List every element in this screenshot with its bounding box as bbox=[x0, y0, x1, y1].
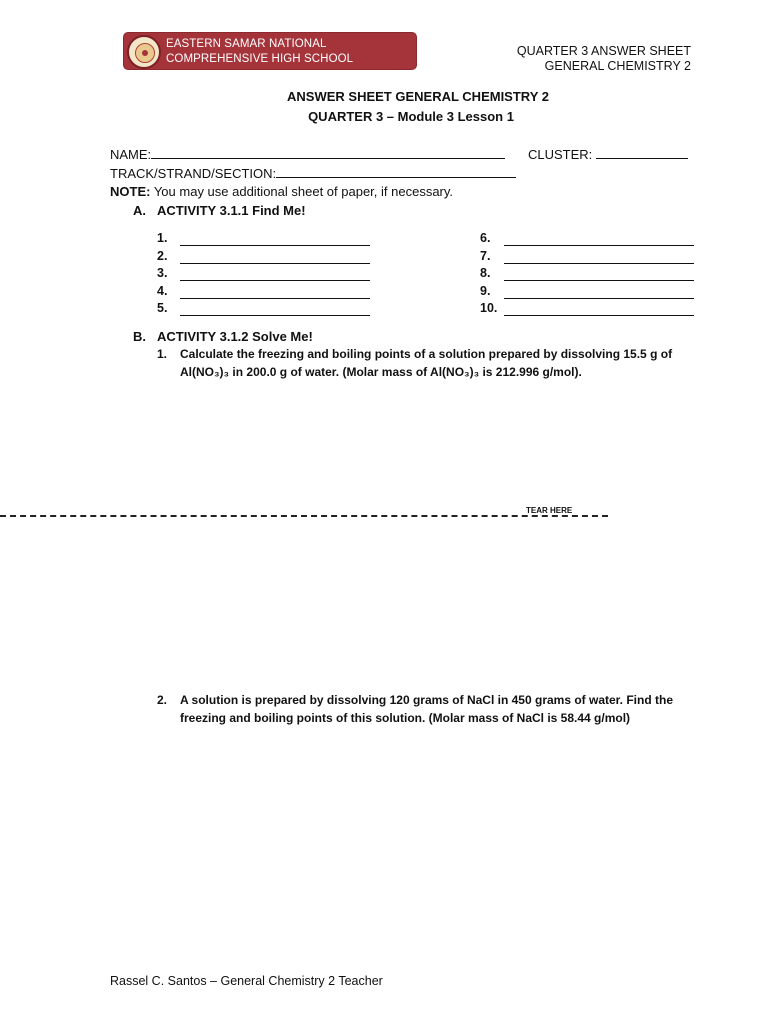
cluster-label: CLUSTER: bbox=[528, 147, 593, 162]
answer-number-left-1: 1. bbox=[157, 231, 168, 245]
header-right-line2: GENERAL CHEMISTRY 2 bbox=[544, 59, 691, 73]
page-subtitle: QUARTER 3 – Module 3 Lesson 1 bbox=[308, 109, 514, 124]
answer-blank-left-1[interactable] bbox=[180, 244, 370, 246]
answer-blank-right-4[interactable] bbox=[504, 297, 694, 299]
track-field bbox=[110, 165, 516, 182]
answer-number-right-2: 7. bbox=[480, 248, 491, 263]
answer-number-left-4: 4. bbox=[157, 283, 168, 298]
cluster-blank[interactable] bbox=[596, 146, 688, 159]
cluster-field bbox=[528, 146, 688, 163]
header-right bbox=[517, 44, 691, 74]
tear-here-label: TEAR HERE bbox=[526, 506, 573, 515]
answer-blank-right-1[interactable] bbox=[504, 244, 694, 246]
tear-line bbox=[0, 515, 608, 517]
name-field bbox=[110, 146, 505, 163]
question-2-number: 2. bbox=[157, 693, 168, 707]
answer-number-right-4: 9. bbox=[480, 283, 491, 298]
track-blank[interactable] bbox=[276, 165, 516, 178]
answer-blank-right-2[interactable] bbox=[504, 262, 694, 264]
name-blank[interactable] bbox=[151, 146, 505, 159]
school-name: EASTERN SAMAR NATIONAL COMPREHENSIVE HIGH SCHOOL bbox=[166, 38, 354, 65]
page-title: ANSWER SHEET GENERAL CHEMISTRY 2 bbox=[287, 89, 549, 104]
question-1-line2: Al(NO₃)₃ in 200.0 g of water. (Molar mass of Al(NO₃)₃ is 212.996 g/mol). bbox=[180, 365, 582, 379]
footer-teacher: Rassel C. Santos – General Chemistry 2 Teacher bbox=[110, 974, 383, 988]
question-2-line1: A solution is prepared by dissolving 120 grams of NaCl in 450 grams of water. Find the bbox=[180, 693, 674, 707]
answer-blank-left-4[interactable] bbox=[180, 297, 370, 299]
answer-number-left-2: 2. bbox=[157, 248, 168, 263]
question-1-number: 1. bbox=[157, 347, 168, 361]
question-1 bbox=[180, 345, 700, 381]
question-1-line1: Calculate the freezing and boiling points of a solution prepared by dissolving 15.5 g of bbox=[180, 347, 673, 361]
answer-number-left-5: 5. bbox=[157, 301, 168, 315]
answer-blank-left-5[interactable] bbox=[180, 314, 370, 316]
answer-blank-right-5[interactable] bbox=[504, 314, 694, 316]
school-seal-icon bbox=[127, 35, 161, 69]
question-2-line2: freezing and boiling points of this solution. (Molar mass of NaCl is 58.44 g/mol) bbox=[180, 711, 631, 725]
answer-number-left-3: 3. bbox=[157, 266, 168, 280]
note-label: NOTE: bbox=[110, 184, 151, 199]
note-text: You may use additional sheet of paper, if necessary. bbox=[150, 184, 454, 199]
activity-b-letter: B. bbox=[133, 329, 146, 344]
school-banner bbox=[123, 32, 417, 70]
activity-a-letter: A. bbox=[133, 203, 146, 218]
answer-blank-left-2[interactable] bbox=[180, 262, 370, 264]
answer-blank-left-3[interactable] bbox=[180, 279, 370, 281]
note bbox=[110, 184, 453, 200]
answer-blank-right-3[interactable] bbox=[504, 279, 694, 281]
activity-b-heading: ACTIVITY 3.1.2 Solve Me! bbox=[157, 329, 313, 344]
answer-number-right-3: 8. bbox=[480, 266, 491, 280]
answer-number-right-1: 6. bbox=[480, 231, 491, 245]
track-label: TRACK/STRAND/SECTION: bbox=[110, 166, 277, 181]
question-2 bbox=[180, 691, 700, 727]
answer-number-right-5: 10. bbox=[480, 301, 498, 315]
activity-a-heading: ACTIVITY 3.1.1 Find Me! bbox=[157, 203, 306, 218]
header-right-line1: QUARTER 3 ANSWER SHEET bbox=[516, 44, 691, 58]
name-label: NAME: bbox=[110, 147, 152, 162]
